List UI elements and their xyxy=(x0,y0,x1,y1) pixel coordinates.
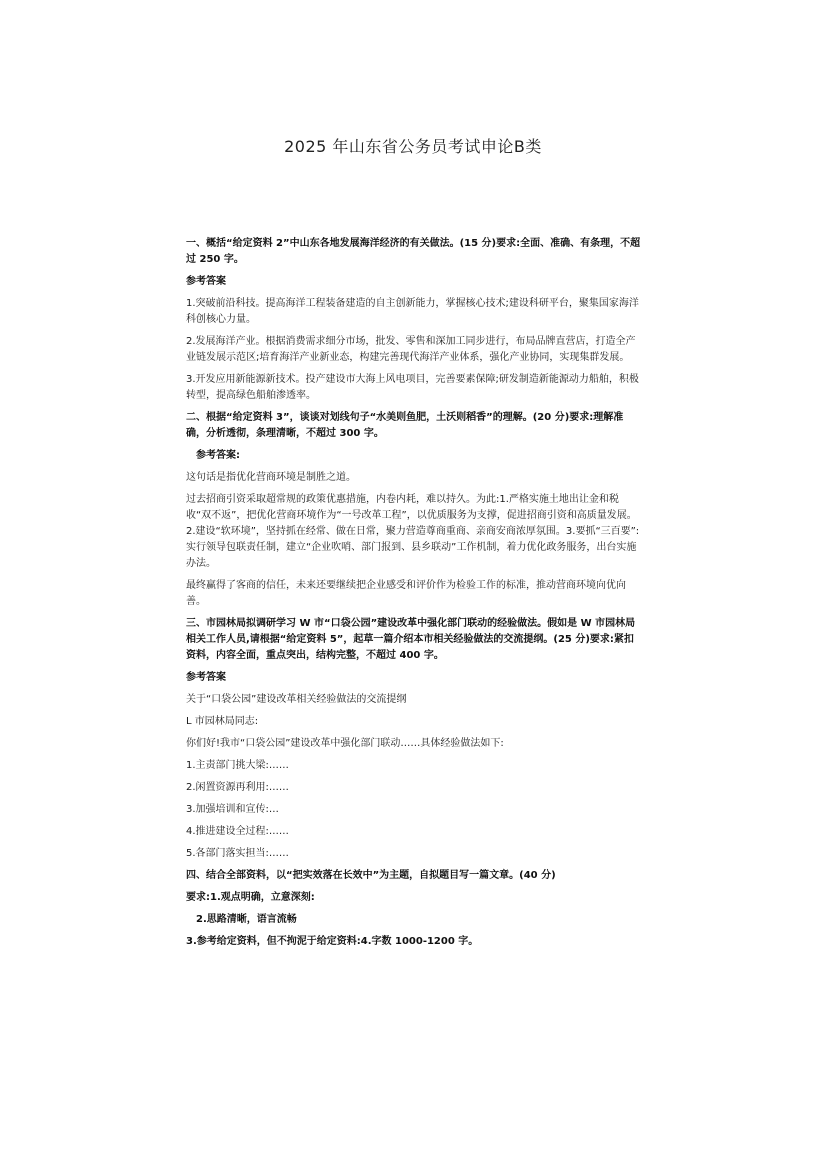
question-4-req-1: 要求:1.观点明确，立意深刻: xyxy=(186,892,315,903)
question-3: 三、市园林局拟调研学习 W 市“口袋公园”建设改革中强化部门联动的经验做法。假如是 W 市园林局相关工作人员,请根据“给定资料 5”，起草一篇介绍本市相关经验做法的交流提纲。(25 分)要求:紧扣资料，内容全面，重点突出，结构完整，不超过 400 字。 xyxy=(186,618,636,661)
question-1: 一、概括“给定资料 2”中山东各地发展海洋经济的有关做法。(15 分)要求:全面、准确、有条理，不超过 250 字。 xyxy=(186,238,641,265)
question-4: 四、结合全部资料，以“把实效落在长效中”为主题，自拟题目写一篇文章。(40 分) xyxy=(186,870,556,881)
answer-3-line-6: 3.加强培训和宣传:… xyxy=(186,804,279,815)
answer-3-line-1: 关于“口袋公园”建设改革相关经验做法的交流提纲 xyxy=(186,694,407,705)
answer-1-point-3: 3.开发应用新能源新技术。投产建设市大海上风电项目，完善要素保障;研发制造新能源动力船舶，积极转型，提高绿色船舶渗透率。 xyxy=(186,374,639,401)
answer-2-para-1: 这句话是指优化营商环境是制胜之道。 xyxy=(186,472,356,483)
answer-3-line-4: 1.主责部门挑大梁:…… xyxy=(186,760,289,771)
answer-3-line-3: 你们好!我市“口袋公园”建设改革中强化部门联动……具体经验做法如下: xyxy=(186,738,504,749)
question-4-req-2: 2.思路清晰，语言流畅 xyxy=(196,914,297,925)
answer-label-1: 参考答案 xyxy=(186,276,226,287)
answer-2-para-3: 最终赢得了客商的信任，未来还要继续把企业感受和评价作为检验工作的标准，推动营商环境向优向善。 xyxy=(186,580,626,607)
answer-1-point-1: 1.突破前沿科技。提高海洋工程装备建造的自主创新能力，掌握核心技术;建设科研平台，聚集国家海洋科创核心力量。 xyxy=(186,298,639,325)
answer-3-line-5: 2.闲置资源再利用:…… xyxy=(186,782,289,793)
answer-3-line-8: 5.各部门落实担当:…… xyxy=(186,848,289,859)
answer-1-point-2: 2.发展海洋产业。根据消费需求细分市场，批发、零售和深加工同步进行，布局品牌直营店，打造全产业链发展示范区;培育海洋产业新业态，构建完善现代海洋产业体系，强化产业协同，实现集群发展。 xyxy=(186,336,636,363)
question-4-req-3: 3.参考给定资料，但不拘泥于给定资料:4.字数 1000-1200 字。 xyxy=(186,936,479,947)
answer-3-line-2: L 市园林局同志: xyxy=(186,716,259,727)
answer-label-3: 参考答案 xyxy=(186,672,226,683)
question-2: 二、根据“给定资料 3”，谈谈对划线句子“水美则鱼肥，土沃则稻香”的理解。(20 分)要求:理解准确，分析透彻，条理清晰，不超过 300 字。 xyxy=(186,412,624,439)
exam-content xyxy=(186,236,642,950)
answer-label-2: 参考答案: xyxy=(196,450,240,461)
answer-2-para-2: 过去招商引资采取超常规的政策优惠措施，内卷内耗，难以持久。为此:1.严格实施土地出让金和税收“双不返”，把优化营商环境作为“一号改革工程”，以优质服务为支撑，促进招商引资和高质量发展。2.建设“软环境”，坚持抓在经常、做在日常，聚力营造尊商重商、亲商安商浓厚氛围。3.要抓“三百要”:实行领导包联责任制，建立“企业吹哨、部门报到、县乡联动”工作机制，着力优化政务服务，出台实施办法。 xyxy=(186,494,640,569)
answer-3-line-7: 4.推进建设全过程:…… xyxy=(186,826,289,837)
page-title: 2025 年山东省公务员考试申论B类 xyxy=(284,137,542,156)
